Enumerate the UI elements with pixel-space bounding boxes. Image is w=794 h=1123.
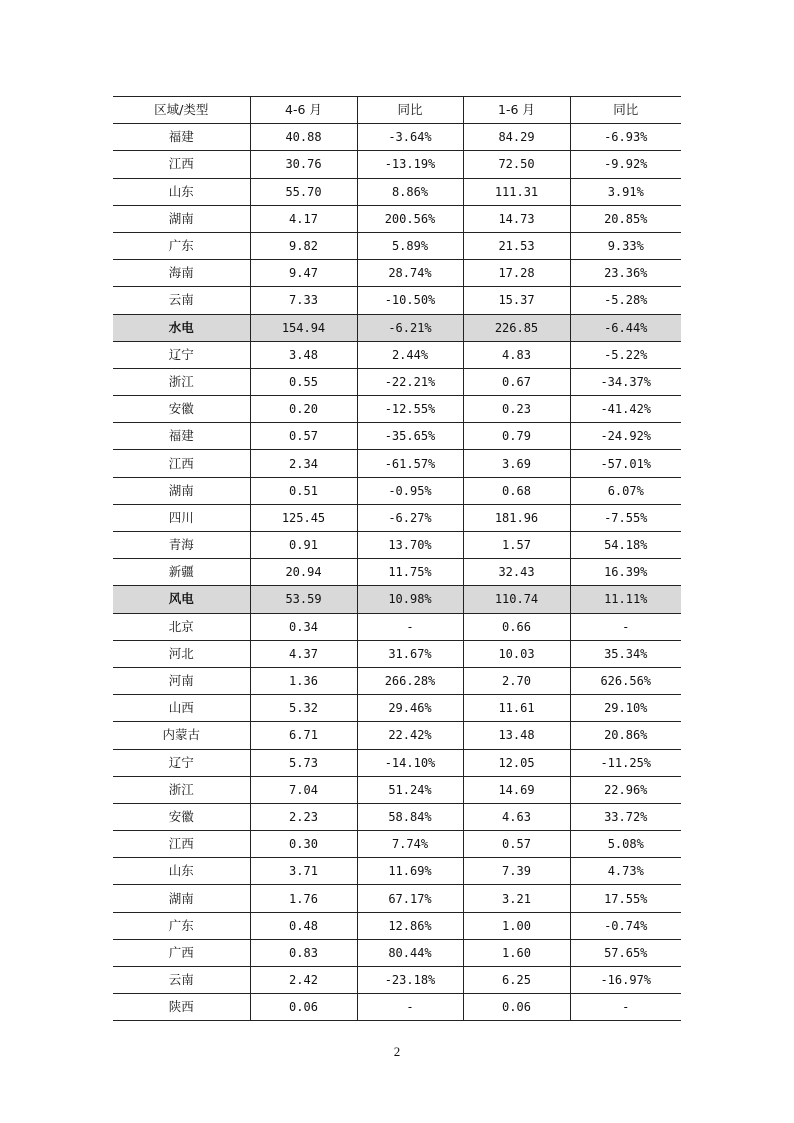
cell-jan-jun-yoy: 16.39%	[570, 559, 681, 586]
cell-jan-jun-value: 4.83	[463, 341, 570, 368]
cell-region: 陕西	[113, 994, 250, 1021]
cell-jan-jun-value: 1.57	[463, 532, 570, 559]
cell-jan-jun-yoy: 22.96%	[570, 776, 681, 803]
cell-jan-jun-yoy: -6.93%	[570, 124, 681, 151]
cell-jan-jun-yoy: -9.92%	[570, 151, 681, 178]
header-apr-jun: 4-6 月	[250, 97, 357, 124]
cell-jan-jun-yoy: 626.56%	[570, 667, 681, 694]
cell-jan-jun-value: 0.68	[463, 477, 570, 504]
table-row	[113, 803, 681, 830]
cell-apr-jun-value: 0.30	[250, 831, 357, 858]
cell-apr-jun-yoy: -	[357, 994, 463, 1021]
cell-apr-jun-yoy: -6.27%	[357, 504, 463, 531]
table-row	[113, 232, 681, 259]
cell-region: 安徽	[113, 396, 250, 423]
cell-apr-jun-value: 40.88	[250, 124, 357, 151]
cell-apr-jun-yoy: 22.42%	[357, 722, 463, 749]
cell-apr-jun-value: 0.91	[250, 532, 357, 559]
cell-apr-jun-yoy: -	[357, 613, 463, 640]
cell-jan-jun-value: 0.57	[463, 831, 570, 858]
table-row	[113, 885, 681, 912]
cell-region: 新疆	[113, 559, 250, 586]
header-apr-jun-yoy: 同比	[357, 97, 463, 124]
cell-apr-jun-value: 0.34	[250, 613, 357, 640]
cell-apr-jun-value: 0.57	[250, 423, 357, 450]
table-row	[113, 695, 681, 722]
cell-jan-jun-yoy: -11.25%	[570, 749, 681, 776]
cell-jan-jun-value: 13.48	[463, 722, 570, 749]
cell-jan-jun-yoy: 11.11%	[570, 586, 681, 613]
cell-region: 云南	[113, 287, 250, 314]
table-row	[113, 124, 681, 151]
cell-jan-jun-yoy: 9.33%	[570, 232, 681, 259]
data-table	[113, 96, 681, 1021]
cell-region: 风电	[113, 586, 250, 613]
cell-apr-jun-yoy: 2.44%	[357, 341, 463, 368]
cell-jan-jun-value: 1.60	[463, 939, 570, 966]
cell-apr-jun-yoy: 31.67%	[357, 640, 463, 667]
cell-jan-jun-value: 3.21	[463, 885, 570, 912]
cell-apr-jun-yoy: -13.19%	[357, 151, 463, 178]
cell-apr-jun-yoy: -12.55%	[357, 396, 463, 423]
cell-apr-jun-yoy: -14.10%	[357, 749, 463, 776]
cell-apr-jun-value: 154.94	[250, 314, 357, 341]
cell-apr-jun-yoy: 80.44%	[357, 939, 463, 966]
cell-apr-jun-yoy: 28.74%	[357, 260, 463, 287]
table-row	[113, 178, 681, 205]
cell-apr-jun-value: 4.37	[250, 640, 357, 667]
table-row	[113, 423, 681, 450]
cell-jan-jun-yoy: -0.74%	[570, 912, 681, 939]
cell-apr-jun-value: 9.82	[250, 232, 357, 259]
cell-apr-jun-yoy: 266.28%	[357, 667, 463, 694]
cell-region: 山东	[113, 858, 250, 885]
cell-jan-jun-yoy: 17.55%	[570, 885, 681, 912]
cell-apr-jun-yoy: 29.46%	[357, 695, 463, 722]
cell-apr-jun-value: 7.33	[250, 287, 357, 314]
cell-apr-jun-value: 5.73	[250, 749, 357, 776]
table-row	[113, 205, 681, 232]
table-row	[113, 477, 681, 504]
cell-region: 辽宁	[113, 341, 250, 368]
cell-jan-jun-yoy: 23.36%	[570, 260, 681, 287]
table-row	[113, 640, 681, 667]
cell-apr-jun-yoy: 200.56%	[357, 205, 463, 232]
table-header-row	[113, 97, 681, 124]
cell-jan-jun-yoy: 4.73%	[570, 858, 681, 885]
table-row	[113, 287, 681, 314]
cell-jan-jun-value: 3.69	[463, 450, 570, 477]
cell-jan-jun-value: 0.79	[463, 423, 570, 450]
cell-apr-jun-yoy: 11.69%	[357, 858, 463, 885]
cell-apr-jun-value: 5.32	[250, 695, 357, 722]
cell-apr-jun-value: 30.76	[250, 151, 357, 178]
cell-region: 广东	[113, 912, 250, 939]
cell-region: 北京	[113, 613, 250, 640]
cell-jan-jun-value: 110.74	[463, 586, 570, 613]
cell-region: 福建	[113, 124, 250, 151]
header-jan-jun-yoy: 同比	[570, 97, 681, 124]
header-region-type: 区域/类型	[113, 97, 250, 124]
cell-jan-jun-yoy: -16.97%	[570, 967, 681, 994]
cell-jan-jun-value: 32.43	[463, 559, 570, 586]
cell-jan-jun-value: 12.05	[463, 749, 570, 776]
cell-apr-jun-value: 7.04	[250, 776, 357, 803]
table-body	[113, 124, 681, 1021]
table-row	[113, 396, 681, 423]
cell-region: 广东	[113, 232, 250, 259]
cell-region: 广西	[113, 939, 250, 966]
cell-apr-jun-value: 2.42	[250, 967, 357, 994]
cell-region: 山东	[113, 178, 250, 205]
cell-region: 安徽	[113, 803, 250, 830]
cell-jan-jun-yoy: -41.42%	[570, 396, 681, 423]
cell-apr-jun-yoy: -0.95%	[357, 477, 463, 504]
cell-jan-jun-value: 17.28	[463, 260, 570, 287]
cell-jan-jun-yoy: -	[570, 613, 681, 640]
cell-jan-jun-value: 0.23	[463, 396, 570, 423]
cell-jan-jun-yoy: -5.28%	[570, 287, 681, 314]
cell-apr-jun-yoy: 8.86%	[357, 178, 463, 205]
cell-jan-jun-value: 0.67	[463, 368, 570, 395]
table-row	[113, 939, 681, 966]
table-row	[113, 858, 681, 885]
cell-region: 福建	[113, 423, 250, 450]
cell-apr-jun-value: 20.94	[250, 559, 357, 586]
page-number: 2	[393, 1044, 401, 1059]
cell-apr-jun-value: 1.36	[250, 667, 357, 694]
table-row	[113, 532, 681, 559]
cell-apr-jun-value: 125.45	[250, 504, 357, 531]
cell-region: 云南	[113, 967, 250, 994]
cell-jan-jun-value: 84.29	[463, 124, 570, 151]
cell-jan-jun-value: 21.53	[463, 232, 570, 259]
cell-jan-jun-yoy: -34.37%	[570, 368, 681, 395]
cell-region: 山西	[113, 695, 250, 722]
cell-jan-jun-yoy: -5.22%	[570, 341, 681, 368]
cell-apr-jun-yoy: 5.89%	[357, 232, 463, 259]
cell-region: 湖南	[113, 885, 250, 912]
table-group-row	[113, 586, 681, 613]
cell-apr-jun-yoy: 12.86%	[357, 912, 463, 939]
cell-apr-jun-yoy: -6.21%	[357, 314, 463, 341]
cell-apr-jun-value: 4.17	[250, 205, 357, 232]
cell-jan-jun-yoy: 57.65%	[570, 939, 681, 966]
cell-region: 辽宁	[113, 749, 250, 776]
cell-apr-jun-yoy: -61.57%	[357, 450, 463, 477]
cell-jan-jun-yoy: -24.92%	[570, 423, 681, 450]
table-row	[113, 912, 681, 939]
cell-region: 河北	[113, 640, 250, 667]
cell-jan-jun-yoy: 20.86%	[570, 722, 681, 749]
table-row	[113, 504, 681, 531]
cell-apr-jun-value: 0.51	[250, 477, 357, 504]
cell-apr-jun-value: 0.48	[250, 912, 357, 939]
table-row	[113, 722, 681, 749]
cell-apr-jun-value: 6.71	[250, 722, 357, 749]
header-jan-jun: 1-6 月	[463, 97, 570, 124]
cell-jan-jun-value: 1.00	[463, 912, 570, 939]
cell-jan-jun-value: 0.66	[463, 613, 570, 640]
cell-region: 河南	[113, 667, 250, 694]
cell-region: 浙江	[113, 776, 250, 803]
cell-apr-jun-value: 0.06	[250, 994, 357, 1021]
cell-jan-jun-value: 15.37	[463, 287, 570, 314]
cell-jan-jun-value: 111.31	[463, 178, 570, 205]
cell-jan-jun-value: 6.25	[463, 967, 570, 994]
cell-apr-jun-value: 1.76	[250, 885, 357, 912]
table-row	[113, 341, 681, 368]
cell-jan-jun-yoy: -7.55%	[570, 504, 681, 531]
cell-jan-jun-value: 0.06	[463, 994, 570, 1021]
table-row	[113, 450, 681, 477]
cell-apr-jun-yoy: 13.70%	[357, 532, 463, 559]
cell-jan-jun-yoy: 20.85%	[570, 205, 681, 232]
cell-region: 青海	[113, 532, 250, 559]
cell-jan-jun-yoy: -57.01%	[570, 450, 681, 477]
cell-jan-jun-yoy: 35.34%	[570, 640, 681, 667]
cell-region: 江西	[113, 450, 250, 477]
cell-apr-jun-yoy: 67.17%	[357, 885, 463, 912]
table-row	[113, 260, 681, 287]
table-row	[113, 151, 681, 178]
cell-apr-jun-yoy: -22.21%	[357, 368, 463, 395]
cell-apr-jun-yoy: 10.98%	[357, 586, 463, 613]
cell-jan-jun-yoy: -	[570, 994, 681, 1021]
cell-apr-jun-value: 3.71	[250, 858, 357, 885]
cell-region: 湖南	[113, 205, 250, 232]
cell-apr-jun-yoy: 7.74%	[357, 831, 463, 858]
table-row	[113, 667, 681, 694]
table-row	[113, 776, 681, 803]
cell-jan-jun-value: 2.70	[463, 667, 570, 694]
cell-apr-jun-value: 55.70	[250, 178, 357, 205]
table-row	[113, 967, 681, 994]
cell-jan-jun-value: 11.61	[463, 695, 570, 722]
cell-region: 水电	[113, 314, 250, 341]
cell-region: 湖南	[113, 477, 250, 504]
cell-jan-jun-value: 181.96	[463, 504, 570, 531]
table-row	[113, 994, 681, 1021]
cell-apr-jun-value: 3.48	[250, 341, 357, 368]
table-row	[113, 749, 681, 776]
cell-apr-jun-yoy: 58.84%	[357, 803, 463, 830]
cell-jan-jun-yoy: 6.07%	[570, 477, 681, 504]
cell-jan-jun-value: 4.63	[463, 803, 570, 830]
cell-region: 江西	[113, 151, 250, 178]
table-row	[113, 613, 681, 640]
table-row	[113, 831, 681, 858]
cell-region: 海南	[113, 260, 250, 287]
cell-region: 内蒙古	[113, 722, 250, 749]
cell-region: 江西	[113, 831, 250, 858]
cell-apr-jun-yoy: -23.18%	[357, 967, 463, 994]
cell-region: 浙江	[113, 368, 250, 395]
table-row	[113, 559, 681, 586]
cell-jan-jun-yoy: 5.08%	[570, 831, 681, 858]
cell-jan-jun-yoy: 29.10%	[570, 695, 681, 722]
cell-jan-jun-value: 14.69	[463, 776, 570, 803]
cell-apr-jun-yoy: 51.24%	[357, 776, 463, 803]
cell-apr-jun-yoy: -35.65%	[357, 423, 463, 450]
cell-apr-jun-value: 9.47	[250, 260, 357, 287]
table-group-row	[113, 314, 681, 341]
cell-jan-jun-yoy: 3.91%	[570, 178, 681, 205]
cell-apr-jun-yoy: -10.50%	[357, 287, 463, 314]
table-row	[113, 368, 681, 395]
cell-region: 四川	[113, 504, 250, 531]
cell-jan-jun-value: 226.85	[463, 314, 570, 341]
cell-apr-jun-value: 2.34	[250, 450, 357, 477]
cell-apr-jun-value: 2.23	[250, 803, 357, 830]
cell-apr-jun-yoy: 11.75%	[357, 559, 463, 586]
cell-apr-jun-value: 0.55	[250, 368, 357, 395]
cell-jan-jun-value: 10.03	[463, 640, 570, 667]
cell-jan-jun-yoy: -6.44%	[570, 314, 681, 341]
cell-jan-jun-value: 14.73	[463, 205, 570, 232]
cell-jan-jun-yoy: 33.72%	[570, 803, 681, 830]
cell-jan-jun-value: 72.50	[463, 151, 570, 178]
cell-apr-jun-yoy: -3.64%	[357, 124, 463, 151]
cell-apr-jun-value: 53.59	[250, 586, 357, 613]
cell-jan-jun-value: 7.39	[463, 858, 570, 885]
cell-apr-jun-value: 0.20	[250, 396, 357, 423]
cell-jan-jun-yoy: 54.18%	[570, 532, 681, 559]
cell-apr-jun-value: 0.83	[250, 939, 357, 966]
